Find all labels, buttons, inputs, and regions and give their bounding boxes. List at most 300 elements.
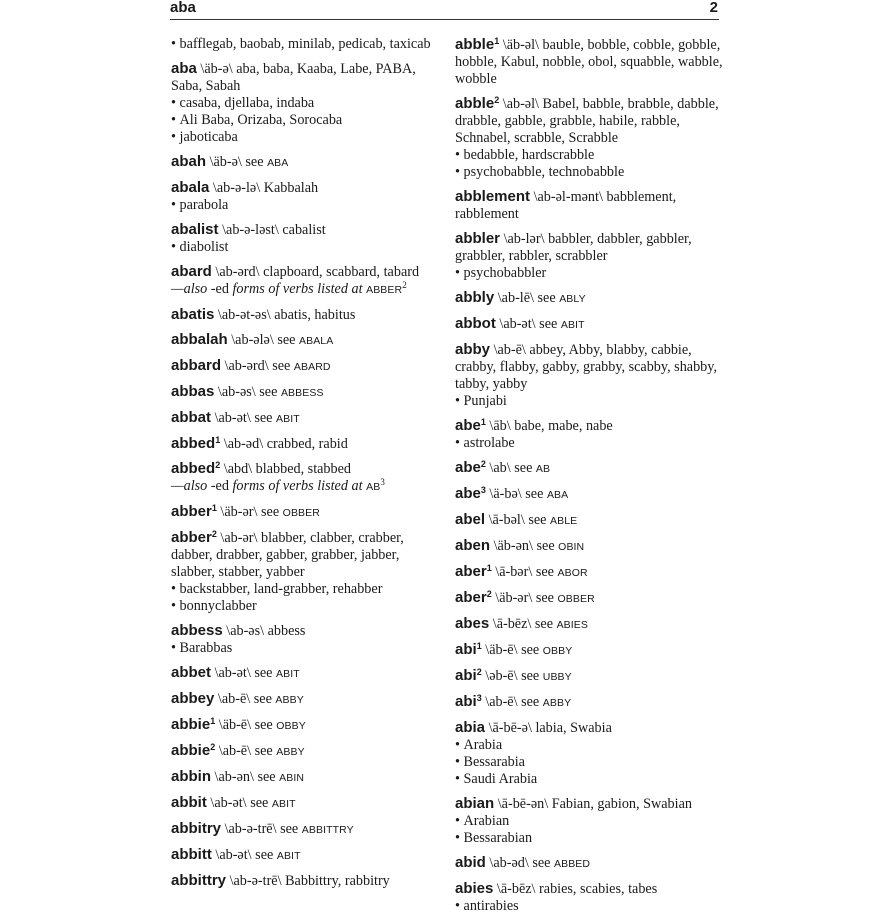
pronunciation: \ab-ərd\	[215, 264, 260, 280]
headword-text: abi	[455, 641, 477, 658]
pronunciation: \ab-əd\	[489, 855, 529, 871]
rhyme-entry	[171, 529, 446, 615]
headword-text: abblement	[455, 188, 531, 205]
headword-text: abbess	[171, 622, 223, 639]
rhyme-entry	[171, 221, 446, 256]
cross-reference-link[interactable]: UBBY	[542, 671, 572, 683]
headword-text: abala	[171, 179, 210, 196]
rhyme-bullet-line: • astrolabe	[455, 435, 730, 452]
see-label: see	[254, 717, 273, 733]
note-prefix: —also	[171, 281, 211, 297]
dictionary-page	[170, 0, 723, 914]
headword-text: abble	[455, 36, 495, 53]
pronunciation: \ab-ət\	[215, 847, 252, 863]
rhyme-entry	[455, 511, 730, 530]
rhyme-words: rabies, scabies, tabes	[539, 881, 658, 897]
headword	[171, 742, 215, 759]
page-header	[170, 0, 719, 20]
pronunciation: \ä-bə\	[489, 486, 522, 502]
rhyme-entry	[171, 622, 446, 657]
rhyme-entry	[455, 230, 730, 282]
cross-reference-link[interactable]: ABOR	[557, 567, 588, 579]
homograph-number: 1	[210, 716, 216, 726]
pronunciation: \ab-ē\	[485, 694, 518, 710]
see-label: see	[537, 290, 556, 306]
headword	[455, 188, 530, 205]
pronunciation: \äb-ē\	[485, 642, 518, 658]
rhyme-entry	[455, 417, 730, 452]
see-label: see	[535, 564, 554, 580]
note-text: forms of verbs listed at	[228, 478, 367, 494]
headword	[455, 230, 500, 247]
rhyme-entry	[455, 36, 730, 88]
rhyme-entry	[455, 537, 730, 556]
headword	[171, 263, 212, 280]
headword-text: abby	[455, 341, 491, 358]
rhyme-words: abbess	[267, 623, 306, 639]
rhyme-entry	[455, 667, 730, 686]
rhyme-entry	[455, 289, 730, 308]
rhyme-words: crabbed, rabid	[266, 436, 348, 452]
rhyme-entry	[455, 188, 730, 223]
homograph-number: 3	[380, 477, 385, 487]
pronunciation: \ab-əl-mənt\	[533, 189, 603, 205]
rhyme-entry	[171, 742, 446, 761]
headword-text: abia	[455, 719, 486, 736]
pronunciation: \ab-ē\	[218, 743, 252, 759]
headword	[171, 794, 207, 811]
cross-reference-link[interactable]: ABLE	[550, 515, 578, 527]
headword	[455, 537, 490, 554]
rhyme-entry	[455, 485, 730, 504]
headword	[171, 409, 211, 426]
rhyme-words: babbler, dabbler, gabbler, grabbler, rabbler, scrabbler	[455, 231, 692, 264]
pronunciation: \abd\	[223, 461, 253, 477]
cross-reference-link[interactable]: ABBY	[275, 694, 304, 706]
headword-text: abi	[455, 667, 477, 684]
rhyme-entry	[455, 693, 730, 712]
headword-text: abbie	[171, 716, 211, 733]
rhyme-entry	[171, 664, 446, 683]
headword	[171, 383, 214, 400]
pronunciation: \ab-əl\	[502, 96, 539, 112]
rhyme-entry	[171, 331, 446, 350]
see-label: see	[532, 855, 551, 871]
rhyme-entry	[171, 263, 446, 299]
headword	[455, 485, 486, 502]
cross-reference-link[interactable]: OBBER	[557, 593, 595, 605]
rhyme-entry	[171, 383, 446, 402]
pronunciation: \ā-bēz\	[496, 881, 536, 897]
pronunciation: \äb-əl\	[502, 37, 539, 53]
cross-reference-link[interactable]: ABBER	[366, 284, 403, 296]
homograph-number: 1	[476, 641, 482, 651]
rhyme-entry	[455, 795, 730, 847]
headword-text: abes	[455, 615, 490, 632]
page-number: 2	[709, 0, 718, 16]
pronunciation: \ab-ə-trē\	[229, 873, 282, 889]
homograph-number: 2	[476, 667, 482, 677]
headword-text: aba	[171, 60, 197, 77]
rhyme-bullet-line: • bafflegab, baobab, minilab, pedicab, taxicab	[171, 36, 446, 53]
cross-reference-link[interactable]: ABIN	[279, 772, 305, 784]
rhyme-bullet-line: • Arabian	[455, 813, 730, 830]
pronunciation: \ab-ə-trē\	[224, 821, 277, 837]
headword	[455, 563, 492, 580]
cross-reference-link[interactable]: ABIT	[560, 319, 585, 331]
headword	[455, 615, 489, 632]
cross-reference-link[interactable]: ABA	[267, 157, 289, 169]
headword	[171, 306, 214, 323]
note-prefix: —also	[171, 478, 211, 494]
homograph-number: 3	[480, 485, 486, 495]
rhyme-words: abatis, habitus	[274, 307, 356, 323]
rhyme-entry	[171, 435, 446, 453]
note-suffix: -ed	[210, 478, 229, 494]
cross-reference-link[interactable]: OBBY	[542, 645, 573, 657]
rhyme-words: Kabbalah	[263, 180, 319, 196]
headword	[455, 511, 485, 528]
rhyme-words: clapboard, scabbard, tabard	[263, 264, 420, 280]
headword	[171, 820, 221, 837]
rhyme-entry	[455, 615, 730, 634]
pronunciation: \ab-ət-əs\	[217, 307, 271, 323]
rhyme-entry	[455, 589, 730, 608]
rhyme-bullet-line: • bedabble, hardscrabble	[455, 147, 730, 164]
rhyme-words: bauble, bobble, cobble, gobble, hobble, Kabul, nobble, obol, squabble, wabble, wobble	[455, 37, 723, 87]
headword-text: abbitry	[171, 820, 222, 837]
rhyme-bullet-line: • Bessarabian	[455, 830, 730, 847]
headword-text: abbittry	[171, 872, 227, 889]
pronunciation: \ā-bē-ə\	[488, 720, 532, 736]
rhyme-bullet-line: • diabolist	[171, 239, 446, 256]
see-label: see	[250, 795, 269, 811]
homograph-number: 2	[486, 589, 492, 599]
pronunciation: \ab-ən\	[214, 769, 254, 785]
headword	[171, 872, 226, 889]
headword	[455, 95, 499, 112]
rhyme-bullet-line: • Arabia	[455, 737, 730, 754]
headword-text: abi	[455, 693, 477, 710]
rhyme-entry	[455, 341, 730, 410]
see-label: see	[253, 691, 272, 707]
rhyme-entry	[455, 719, 730, 788]
guide-word: aba	[170, 0, 196, 16]
see-label: see	[257, 769, 276, 785]
rhyme-entry	[455, 95, 730, 181]
headword-text: abbalah	[171, 331, 228, 348]
see-label: see	[254, 410, 273, 426]
rhyme-entry	[171, 460, 446, 496]
homograph-number: 2	[494, 95, 500, 105]
headword	[171, 503, 217, 520]
headword-text: abbat	[171, 409, 212, 426]
rhyme-entry	[171, 306, 446, 324]
see-label: see	[528, 512, 547, 528]
cross-reference-link[interactable]: ABA	[546, 489, 569, 501]
headword	[171, 221, 219, 238]
pronunciation: \äb-ə\	[200, 61, 233, 77]
rhyme-words: blabbed, stabbed	[255, 461, 352, 477]
see-label: see	[277, 332, 296, 348]
headword-text: abe	[455, 459, 481, 476]
rhyme-entry	[171, 690, 446, 709]
pronunciation: \ab-lər\	[503, 231, 545, 247]
headword-text: abble	[455, 95, 495, 112]
rhyme-entry	[171, 36, 446, 53]
rhyme-bullet-line: • psychobabbler	[455, 265, 730, 282]
rhyme-words: abbey, Abby, blabby, cabbie, crabby, flabby, gabby, grabby, scabby, shabby, tabby, yabby	[455, 342, 717, 392]
headword	[171, 768, 211, 785]
rhyme-entry	[171, 846, 446, 865]
headword	[171, 529, 217, 546]
rhyme-entry	[455, 459, 730, 478]
rhyme-bullet-line: • psychobabble, technobabble	[455, 164, 730, 181]
pronunciation: \ab-ē\	[493, 342, 526, 358]
headword	[455, 795, 494, 812]
rhyme-words: babe, mabe, nabe	[514, 418, 613, 434]
pronunciation: \ab-ə-lə\	[212, 180, 261, 196]
also-note	[171, 281, 446, 299]
rhyme-entry	[171, 768, 446, 787]
rhyme-entry	[171, 820, 446, 839]
headword-text: abe	[455, 417, 481, 434]
rhyme-entry	[171, 503, 446, 522]
see-label: see	[259, 384, 278, 400]
headword-text: aber	[455, 589, 487, 606]
headword	[455, 459, 486, 476]
pronunciation: \āb\	[489, 418, 511, 434]
rhyme-bullet-line: • Saudi Arabia	[455, 771, 730, 788]
headword-text: abbas	[171, 383, 215, 400]
see-label: see	[534, 616, 554, 632]
pronunciation: \ā-bēz\	[492, 616, 532, 632]
headword-text: abbit	[171, 794, 207, 811]
pronunciation: \ab-əd\	[223, 436, 264, 452]
also-note	[171, 478, 446, 496]
pronunciation: \ab-ət\	[214, 665, 251, 681]
rhyme-entry	[455, 854, 730, 873]
headword-text: abbler	[455, 230, 501, 247]
homograph-number: 2	[210, 742, 216, 752]
rhyme-entry	[455, 880, 730, 915]
headword	[171, 331, 228, 348]
cross-reference-link[interactable]: ABIT	[271, 798, 296, 810]
headword	[171, 179, 209, 196]
cross-reference-link[interactable]: ABALA	[299, 335, 334, 347]
headword	[171, 153, 206, 170]
headword-text: abber	[171, 529, 212, 546]
pronunciation: \ab\	[489, 460, 511, 476]
see-label: see	[521, 668, 540, 684]
rhyme-words: Fabian, gabion, Swabian	[551, 796, 692, 812]
see-label: see	[255, 847, 274, 863]
headword-text: abe	[455, 485, 481, 502]
homograph-number: 3	[476, 693, 482, 703]
rhyme-words: Babbittry, rabbitry	[285, 873, 390, 889]
see-label: see	[261, 504, 280, 520]
headword	[455, 667, 482, 684]
cross-reference-link[interactable]: OBBER	[282, 507, 320, 519]
headword	[171, 460, 220, 477]
headword	[171, 846, 212, 863]
homograph-number: 2	[215, 460, 221, 470]
rhyme-words: Babel, babble, brabble, dabble, drabble, gabble, grabble, habile, rabble, Schnabel, scrabble, Scrabble	[455, 96, 719, 146]
headword-text: abbin	[171, 768, 211, 785]
pronunciation: \äb-ən\	[493, 538, 533, 554]
headword	[455, 341, 490, 358]
headword-text: abbly	[455, 289, 495, 306]
homograph-number: 1	[215, 435, 221, 445]
headword-text: abbet	[171, 664, 212, 681]
cross-reference-link[interactable]: ABBESS	[280, 387, 324, 399]
cross-reference-link[interactable]: ABIES	[556, 619, 588, 631]
see-label: see	[254, 743, 273, 759]
pronunciation: \ab-ələ\	[231, 332, 274, 348]
rhyme-entry	[171, 794, 446, 813]
headword	[455, 589, 492, 606]
headword	[455, 880, 493, 897]
pronunciation: \ā-bē-ən\	[497, 796, 549, 812]
cross-reference-link[interactable]: ABIT	[276, 413, 300, 425]
headword	[455, 289, 494, 306]
homograph-number: 1	[480, 417, 486, 427]
headword-text: abber	[171, 503, 212, 520]
rhyme-words: labia, Swabia	[535, 720, 612, 736]
pronunciation: \ab-ət\	[210, 795, 247, 811]
pronunciation: \ab-ər\	[220, 530, 258, 546]
headword	[455, 315, 496, 332]
pronunciation: \äb-ər\	[495, 590, 533, 606]
headword-text: abbot	[455, 315, 496, 332]
rhyme-bullet-line: • bonnyclabber	[171, 598, 446, 615]
cross-reference-link[interactable]: ABBY	[542, 697, 572, 709]
rhyme-words: blabber, clabber, crabber, dabber, drabber, gabber, grabber, jabber, slabber, stabber, yabber	[171, 530, 404, 580]
pronunciation: \ab-ət\	[499, 316, 536, 332]
homograph-number: 1	[211, 503, 217, 513]
cross-reference-link[interactable]: AB	[366, 481, 381, 493]
cross-reference-link[interactable]: ABBED	[554, 858, 591, 870]
see-label: see	[245, 154, 264, 170]
rhyme-entry	[455, 563, 730, 582]
headword	[455, 641, 482, 658]
headword	[455, 693, 482, 710]
headword	[171, 716, 215, 733]
cross-reference-link[interactable]: ABLY	[559, 293, 586, 305]
headword-text: abatis	[171, 306, 215, 323]
headword	[171, 690, 214, 707]
right-column	[455, 36, 730, 922]
rhyme-words: cabalist	[282, 222, 326, 238]
rhyme-entry	[171, 716, 446, 735]
pronunciation: \ab-əs\	[217, 384, 256, 400]
note-text: forms of verbs listed at	[228, 281, 367, 297]
rhyme-bullet-line: • casaba, djellaba, indaba	[171, 95, 446, 112]
homograph-number: 2	[402, 280, 407, 290]
cross-reference-link[interactable]: ABIT	[276, 850, 301, 862]
homograph-number: 1	[486, 563, 492, 573]
rhyme-bullet-line: • Punjabi	[455, 393, 730, 410]
headword-text: abid	[455, 854, 486, 871]
rhyme-bullet-line: • Barabbas	[171, 640, 446, 657]
rhyme-words: aba, baba, Kaaba, Labe, PABA, Saba, Sabah	[171, 61, 416, 94]
cross-reference-link[interactable]: OBIN	[558, 541, 585, 553]
cross-reference-link[interactable]: AB	[535, 463, 551, 475]
pronunciation: \äb-ər\	[220, 504, 258, 520]
pronunciation: \ab-ə-ləst\	[222, 222, 279, 238]
headword-text: abies	[455, 880, 494, 897]
pronunciation: \ab-ərd\	[224, 358, 269, 374]
cross-reference-link[interactable]: ABARD	[293, 361, 331, 373]
headword-text: abalist	[171, 221, 219, 238]
headword-text: abbard	[171, 357, 222, 374]
headword-text: abel	[455, 511, 486, 528]
headword	[171, 664, 211, 681]
headword	[171, 357, 221, 374]
headword-text: abbed	[171, 435, 216, 452]
pronunciation: \ab-lē\	[497, 290, 534, 306]
see-label: see	[536, 538, 555, 554]
pronunciation: \ab-ət\	[214, 410, 251, 426]
cross-reference-link[interactable]: ABBY	[276, 746, 305, 758]
cross-reference-link[interactable]: OBBY	[276, 720, 306, 732]
see-label: see	[514, 460, 533, 476]
rhyme-bullet-line: • Bessarabia	[455, 754, 730, 771]
see-label: see	[521, 642, 540, 658]
left-column	[171, 36, 446, 897]
headword-text: abian	[455, 795, 495, 812]
homograph-number: 2	[480, 459, 486, 469]
headword-text: abah	[171, 153, 207, 170]
see-label: see	[272, 358, 291, 374]
pronunciation: \əb-ē\	[485, 668, 518, 684]
headword-text: aber	[455, 563, 487, 580]
rhyme-entry	[171, 409, 446, 428]
headword-text: abard	[171, 263, 212, 280]
see-label: see	[525, 486, 544, 502]
see-label: see	[521, 694, 540, 710]
see-label: see	[535, 590, 554, 606]
headword	[455, 854, 486, 871]
pronunciation: \äb-ē\	[218, 717, 252, 733]
pronunciation: \ab-əs\	[226, 623, 265, 639]
note-suffix: -ed	[210, 281, 229, 297]
rhyme-bullet-line: • parabola	[171, 197, 446, 214]
homograph-number: 2	[211, 529, 217, 539]
cross-reference-link[interactable]: ABBITTRY	[301, 824, 354, 836]
pronunciation: \ab-ē\	[217, 691, 251, 707]
headword-text: aben	[455, 537, 491, 554]
pronunciation: \äb-ə\	[209, 154, 242, 170]
headword-text: abbie	[171, 742, 211, 759]
rhyme-entry	[171, 60, 446, 146]
headword	[171, 435, 220, 452]
rhyme-bullet-line: • antirabies	[455, 898, 730, 915]
headword-text: abbed	[171, 460, 216, 477]
see-label: see	[539, 316, 558, 332]
rhyme-bullet-line: • backstabber, land-grabber, rehabber	[171, 581, 446, 598]
rhyme-entry	[455, 315, 730, 334]
pronunciation: \ā-bər\	[495, 564, 533, 580]
rhyme-bullet-line: • jaboticaba	[171, 129, 446, 146]
rhyme-words: babblement, rabblement	[455, 189, 677, 222]
headword-text: abbey	[171, 690, 215, 707]
headword	[455, 719, 485, 736]
homograph-number: 1	[494, 36, 500, 46]
headword	[455, 36, 499, 53]
cross-reference-link[interactable]: ABIT	[276, 668, 300, 680]
pronunciation: \ā-bəl\	[488, 512, 525, 528]
